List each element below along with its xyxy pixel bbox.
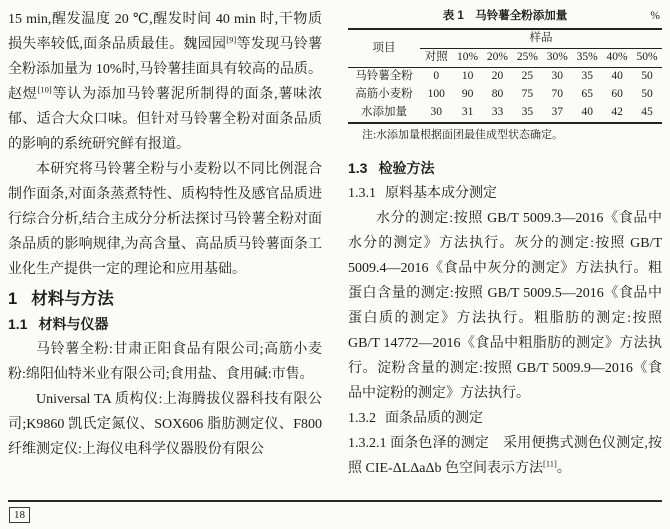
left-column [8,7,322,494]
para-materials [8,337,322,387]
table-cell: 75 [521,88,534,101]
table-row-label: 水添加量 [361,106,407,119]
table-row-label: 马铃薯全粉 [355,70,413,83]
table-corner-header: 项目 [348,29,420,68]
table-cell: 45 [641,106,653,119]
table-col-header: 10% [453,48,483,67]
table-unit-label: % [650,10,660,22]
section-number: 1.1 [8,315,28,332]
section-number: 1.3.1 [348,185,376,201]
table-col-header: 对照 [420,48,453,67]
section-1-3-2-heading [348,406,662,431]
table-cell: 50 [641,70,653,83]
para-determination-methods [348,206,662,406]
citation-superscript: [11] [543,458,557,469]
section-1-1-heading [8,315,322,334]
table-cell: 42 [611,106,623,119]
table-row [348,104,662,123]
table-cell: 33 [491,106,504,119]
table-cell: 40 [581,106,593,119]
section-title: 检验方法 [378,159,435,176]
table-col-header: 50% [632,48,662,67]
table-1-block [348,9,662,143]
table-cell: 37 [551,106,564,119]
table-cell: 30 [430,106,443,119]
table-col-header: 40% [602,48,632,67]
table-cell: 80 [491,88,504,101]
table-cell: 70 [551,88,564,101]
text-segment: 。 [556,460,571,476]
table-group-header: 样品 [420,29,662,49]
table-row-label: 高筋小麦粉 [355,88,413,101]
table-cell: 25 [521,70,534,83]
section-number: 1.3.2 [348,410,376,426]
table-cell: 90 [461,88,474,101]
table-cell: 65 [581,88,593,101]
table-cell: 50 [641,88,653,101]
section-title: 原料基本成分测定 [385,185,497,201]
text-segment: 水分的测定:按照 GB/T 5009.3—2016《食品中水分的测定》方法执行。灰分的测定:按照 GB/T 5009.4—2016《食品中灰分的测定》方法执行。粗蛋白含量的测定:按照 GB/T 5009.5—2016《食品中蛋白质的测定》方法执行。粗脂肪的测定:按照 GB/T 14772—2016《食品中粗脂肪的测定》方法执行。淀粉含量的测定:按照 GB/T 5009.9—2016《食品中淀粉的测定》方法执行。 [348,210,662,401]
page-number: 18 [9,507,30,523]
table-caption-text: 表 1 马铃薯全粉添加量 [442,10,568,22]
section-1-heading [8,289,322,310]
text-segment: 等发现马铃薯全粉添加量为 10%时,马铃薯挂面具有较高的品质。赵煜 [8,37,322,102]
table-body [348,67,662,123]
para-continuation [8,7,322,157]
table-cell: 35 [581,70,593,83]
text-segment: 本研究将马铃薯全粉与小麦粉以不同比例混合制作面条,对面条蒸煮特性、质构特性及感官品质进行综合分析,结合主成分分析法探讨马铃薯全粉对面条品质的影响规律,为高含量、高品质马铃薯面条工业化生产提供一定的理论和应用基础。 [8,162,322,277]
table-cell: 60 [611,88,623,101]
table-col-header: 20% [483,48,513,67]
text-segment: 15 min,醒发温度 20 ℃,醒发时间 40 min 时,干物质损失率较低,面条品质最佳。魏园园 [8,12,322,52]
section-number: 1 [8,290,18,308]
table-col-header: 35% [572,48,602,67]
table-cell: 100 [427,88,445,101]
text-segment: 1.3.2.1 面条色泽的测定 采用便携式测色仪测定,按照 CIE-ΔLΔaΔb 色空间表示方法 [348,435,662,476]
section-1-3-heading [348,159,662,178]
footer-rule [8,500,662,502]
table-cell: 40 [611,70,623,83]
para-color-measurement [348,431,662,481]
section-title: 面条品质的测定 [385,410,483,426]
table-1-caption [348,9,662,24]
para-instruments [8,387,322,462]
text-segment: 马铃薯全粉:甘肃正阳食品有限公司;高筋小麦粉:绵阳仙特米业有限公司;食用盐、食用碱:市售。 [8,341,322,382]
text-segment: 等认为添加马铃薯泥所制得的面条,薯味浓郁、适合大众口味。但针对马铃薯全粉对面条品质的影响的系统研究鲜有报道。 [8,87,322,152]
table-cell: 35 [521,106,534,119]
table-cell: 20 [491,70,504,83]
table-cell: 30 [551,70,564,83]
table-col-header: 25% [512,48,542,67]
table-note: 注:水添加量根据面团最佳成型状态确定。 [362,128,564,141]
section-title: 材料与方法 [31,290,114,308]
text-segment: Universal TA 质构仪:上海腾拔仪器科技有限公司;K9860 凯氏定氮仪、SOX606 脂肪测定仪、F800 纤维测定仪:上海仪电科学仪器股份有限公 [8,391,322,457]
table-row [348,67,662,86]
table-1 [348,28,662,124]
para-study-intro [8,157,322,282]
citation-superscript: [9] [226,34,237,45]
table-group-header-row [348,29,662,49]
table-col-header: 30% [542,48,572,67]
table-cell: 0 [433,70,440,83]
right-column [348,7,662,494]
table-row [348,86,662,104]
table-cell: 31 [461,106,474,119]
section-title: 材料与仪器 [38,315,109,332]
table-cell: 10 [461,70,474,83]
two-column-layout [8,7,662,494]
section-number: 1.3 [348,159,368,176]
section-1-3-1-heading [348,181,662,206]
citation-superscript: [10] [37,84,52,95]
